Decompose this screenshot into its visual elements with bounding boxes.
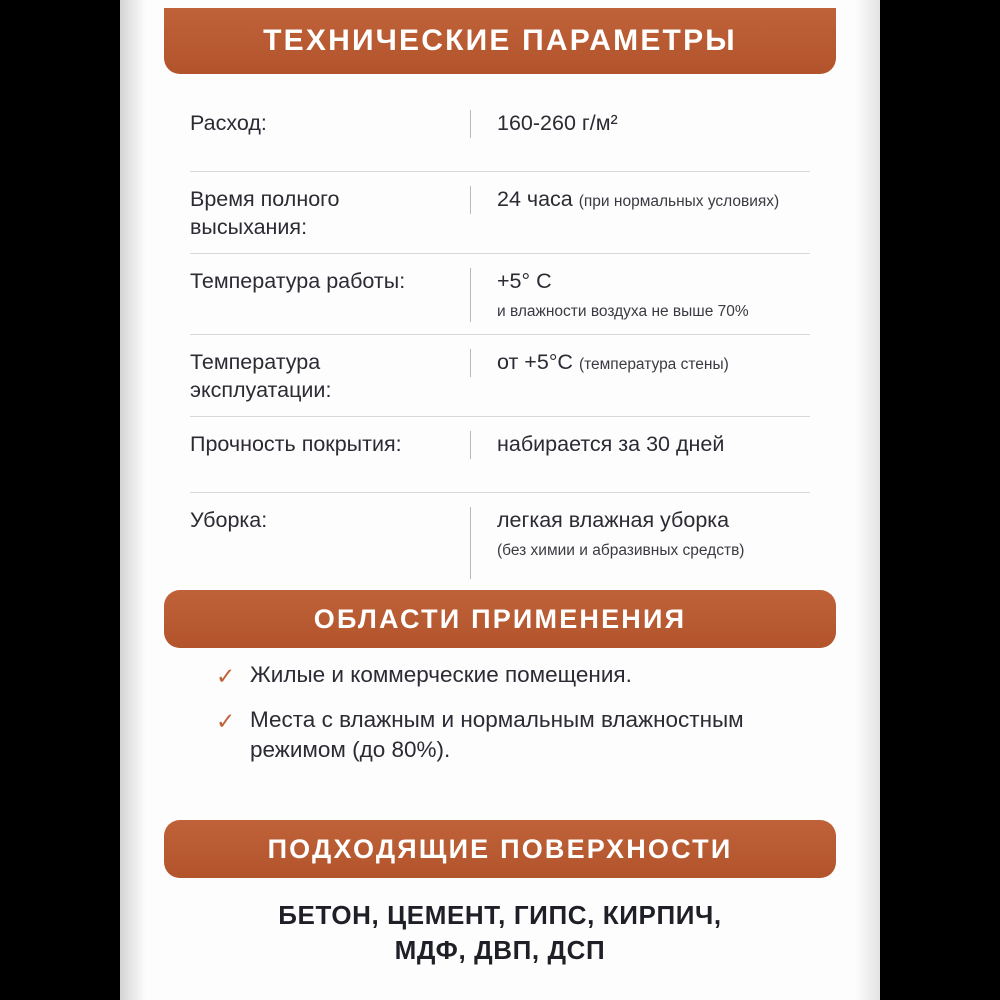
- table-row: [190, 493, 810, 591]
- section-header-surfaces: ПОДХОДЯЩИЕ ПОВЕРХНОСТИ: [164, 820, 836, 878]
- spec-table: [190, 96, 810, 591]
- check-icon: ✓: [216, 663, 236, 689]
- list-item: [216, 705, 816, 765]
- table-row: [190, 254, 810, 335]
- check-icon: ✓: [216, 707, 236, 734]
- surfaces-text: [164, 898, 836, 968]
- spec-value-main: легкая влажная уборка: [497, 508, 730, 533]
- spec-value-main: 24 часа: [497, 187, 573, 211]
- spec-value-main: +5° C: [497, 269, 552, 294]
- spec-value: [470, 431, 810, 459]
- spec-value-main: набирается за 30 дней: [497, 432, 725, 457]
- spec-label: Прочность покрытия:: [190, 432, 402, 457]
- applications-list: [216, 660, 816, 779]
- spec-value: [470, 349, 810, 377]
- section-header-technical-parameters: ТЕХНИЧЕСКИЕ ПАРАМЕТРЫ: [164, 8, 836, 74]
- spec-value-main: от +5°C: [497, 350, 573, 375]
- spec-label: Расход:: [190, 111, 267, 135]
- table-row: [190, 335, 810, 417]
- spec-value: [470, 110, 810, 138]
- spec-value-note: (без химии и абразивных средств): [497, 542, 745, 560]
- spec-value-note: (температура стены): [578, 356, 729, 374]
- spec-label: Уборка:: [190, 508, 268, 533]
- spec-value-note: (при нормальных условиях): [578, 193, 780, 210]
- spec-value: [470, 186, 810, 214]
- section-header-applications: ОБЛАСТИ ПРИМЕНЕНИЯ: [164, 590, 836, 648]
- spec-label: Температура работы:: [190, 269, 406, 294]
- list-item-label: Жилые и коммерческие помещения.: [250, 662, 632, 687]
- table-row: [190, 96, 810, 172]
- table-row: [190, 172, 810, 254]
- list-item: [216, 660, 816, 691]
- table-row: [190, 417, 810, 493]
- spec-label: Температура эксплуатации:: [190, 350, 332, 402]
- spec-label: Время полного высыхания:: [190, 187, 340, 239]
- spec-value: [470, 507, 810, 579]
- surfaces-line-2: МДФ, ДВП, ДСП: [394, 935, 606, 966]
- spec-value: [470, 268, 810, 322]
- list-item-label: Места с влажным и нормальным влажностным режимом (до 80%).: [250, 706, 744, 762]
- spec-value-note: и влажности воздуха не выше 70%: [497, 302, 749, 320]
- spec-value-main: 160-260 г/м²: [497, 111, 618, 135]
- surfaces-line-1: БЕТОН, ЦЕМЕНТ, ГИПС, КИРПИЧ,: [278, 900, 722, 930]
